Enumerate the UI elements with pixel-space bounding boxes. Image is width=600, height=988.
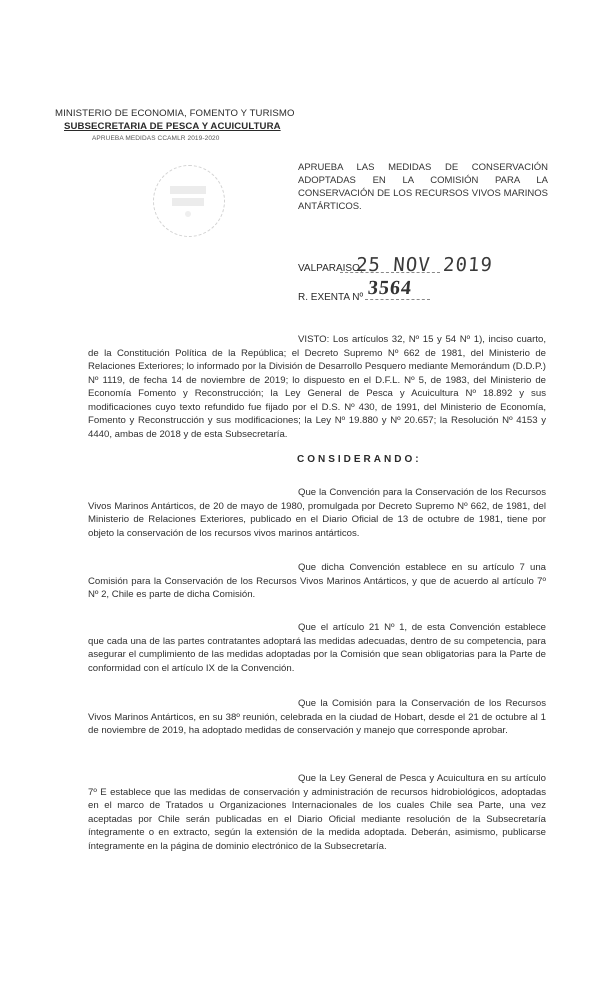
exenta-label: R. EXENTA Nº (298, 292, 364, 303)
exenta-number-stamp: 3564 (366, 277, 414, 299)
considerando-paragraph-2: Que dicha Convención establece en su artículo 7 una Comisión para la Conservación de los Recursos Vivos Marinos Antárticos, y que de acuerdo al artículo 7º Nº 2, Chile es parte de dicha Comisión. (88, 562, 546, 600)
date-stamp: 25 NOV 2019 (355, 254, 494, 276)
considerando-paragraph-1: Que la Convención para la Conservación de los Recursos Vivos Marinos Antárticos, de 20 de mayo de 1980, promulgada por Decreto Supremo Nº 662, de 1981, del Ministerio de Relaciones Exteriores, publicado en el Diario Oficial de 13 de octubre de 1981, tiene por objeto la conservación de los recursos vivos marinos antárticos. (88, 487, 546, 539)
faded-seal-stamp (153, 165, 225, 237)
seal-emblem (166, 180, 210, 220)
exenta-underline (365, 299, 430, 300)
considerando-paragraph-5: Que la Ley General de Pesca y Acuicultura en su artículo 7º E establece que las medidas de conservación y administración de recursos hidrobiológicos, adoptadas en el marco de Tratados u Organizaciones Internacionales de los cuales Chile sea Parte, una vez aceptadas por Chile serán publicadas en el Diario Oficial mediante resolución de la Subsecretaría íntegramente o en extracto, según la extensión de la medida adoptada. Deberán, asimismo, publicarse íntegramente en la página de dominio electrónico de la Subsecretaría. (88, 773, 546, 852)
place-label: VALPARAISO, (298, 263, 363, 274)
visto-paragraph: VISTO: Los artículos 32, Nº 15 y 54 Nº 1), inciso cuarto, de la Constitución Política de la República; el Decreto Supremo Nº 662 de 1981, del Ministerio de Relaciones Exteriores; lo informado por la División de Desarrollo Pesquero mediante Memorándum (D.D.P.) Nº 1119, de fecha 14 de noviembre de 2019; lo dispuesto en el D.F.L. Nº 5, de 1983, del Ministerio de Economía Fomento y Reconstrucción; la Ley General de Pesca y Acuicultura Nº 18.892 y sus modificaciones cuyo texto refundido fue fijado por el D.S. Nº 430, de 1991, del Ministerio de Economía, Fomento y Reconstrucción y sus modificaciones; la Ley Nº 19.880 y Nº 20.657; la Resolución Nº 4153 y 4440, ambas de 2018 y de esta Subsecretaría. (88, 334, 546, 440)
considerando-paragraph-3: Que el artículo 21 Nº 1, de esta Convención establece que cada una de las partes contratantes adoptará las medidas adecuadas, dentro de su competencia, para asegurar el cumplimiento de las medidas adoptadas por la Comisión que sean obligatorias para la Parte de conformidad con el artículo IX de la Convención. (88, 622, 546, 674)
subsecretaria-heading: SUBSECRETARIA DE PESCA Y ACUICULTURA (64, 121, 281, 132)
ministry-heading: MINISTERIO DE ECONOMIA, FOMENTO Y TURISMO (55, 108, 295, 119)
resolution-summary: APRUEBA LAS MEDIDAS DE CONSERVACIÓN ADOPTADAS EN LA COMISIÓN PARA LA CONSERVACIÓN DE LOS RECURSOS VIVOS MARINOS ANTÁRTICOS. (298, 162, 548, 212)
considerando-paragraph-4: Que la Comisión para la Conservación de los Recursos Vivos Marinos Antárticos, en su 38º reunión, celebrada en la ciudad de Hobart, desde el 21 de octubre al 1 de noviembre de 2019, ha adoptado medidas de conservación y manejo que corresponde aprobar. (88, 698, 546, 736)
date-underline (340, 272, 440, 273)
document-subtitle: APRUEBA MEDIDAS CCAMLR 2019-2020 (92, 135, 220, 142)
considerando-heading: CONSIDERANDO: (297, 454, 422, 465)
